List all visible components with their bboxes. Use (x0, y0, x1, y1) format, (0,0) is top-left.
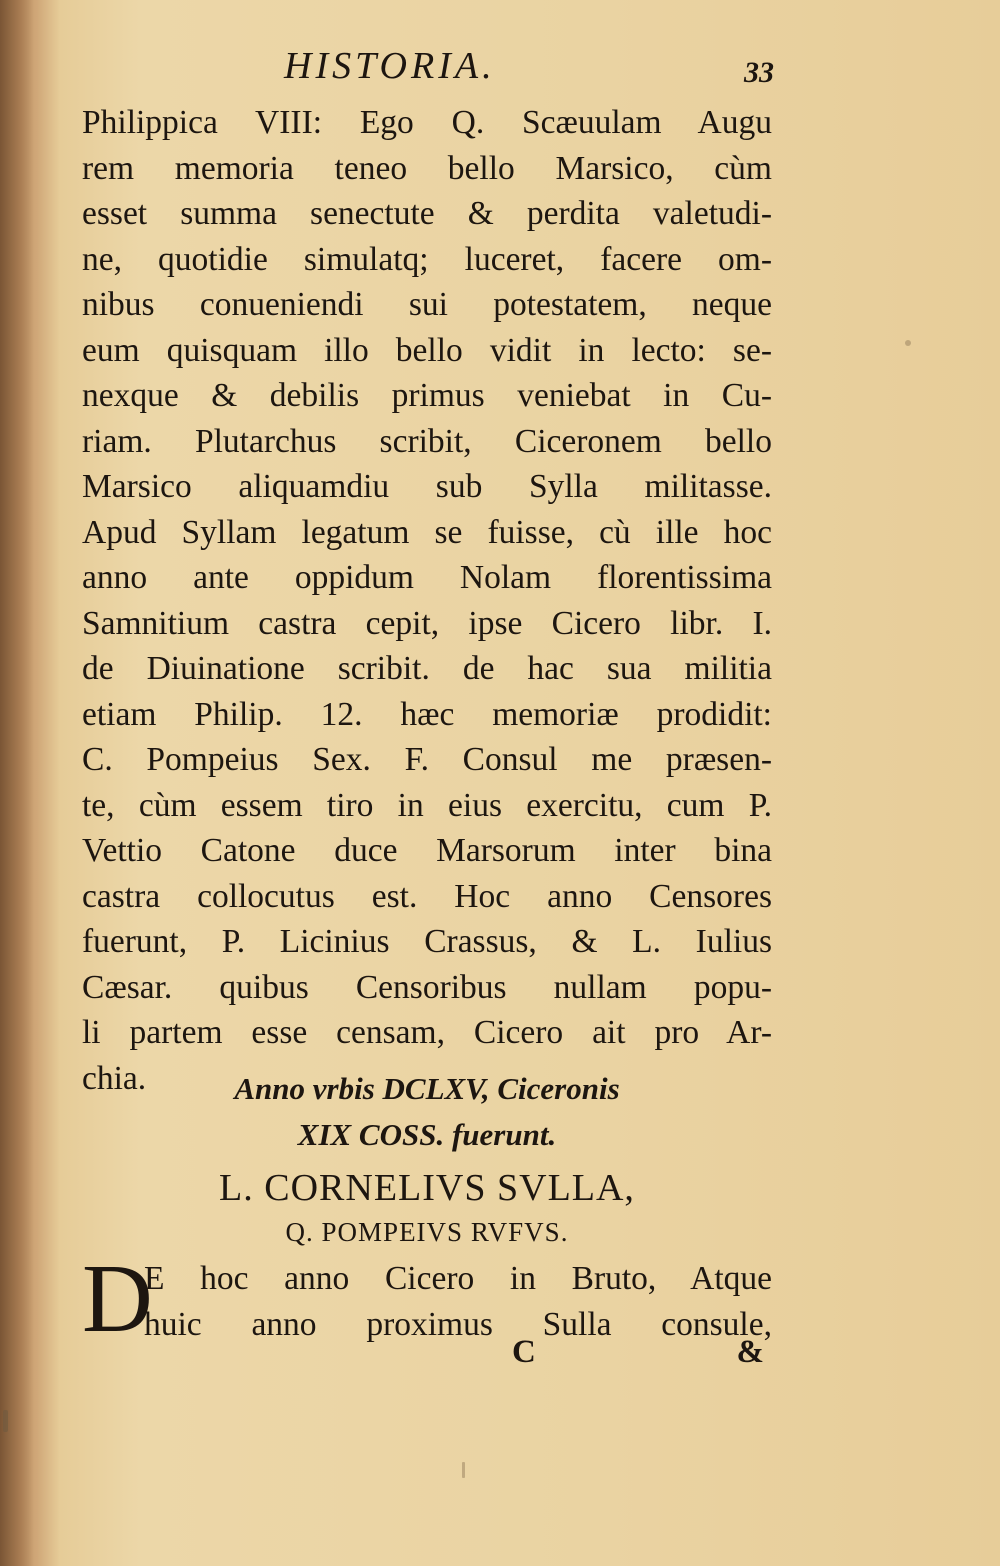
text-line: chia. (82, 1059, 147, 1097)
page-footer (82, 1334, 772, 1380)
body-text (82, 100, 772, 1101)
consul-name-1: L. CORNELIVS SVLLA, (219, 1167, 635, 1209)
text-line: riam. Plutarchus scribit, Ciceronem bello (82, 422, 772, 460)
text-line: esset summa senectute & perdita valetudi- (82, 195, 772, 232)
paragraph-line: E hoc anno Cicero in Bruto, Atque (144, 1260, 772, 1297)
text-line: rem memoria teneo bello Marsico, cùm (82, 149, 772, 187)
year-section (82, 1066, 772, 1352)
paper-speck (3, 1410, 8, 1432)
text-line: Philippica VIII: Ego Q. Scæuulam Augu (82, 104, 772, 141)
paper-speck (462, 1462, 465, 1478)
text-line: de Diuinatione scribit. de hac sua militia (82, 650, 772, 687)
text-line: Vettio Catone duce Marsorum inter bina (82, 832, 772, 869)
drop-cap: D (82, 1245, 153, 1353)
text-line: castra collocutus est. Hoc anno Censores (82, 877, 772, 915)
text-line: li partem esse censam, Cicero ait pro Ar- (82, 1014, 772, 1051)
text-line: C. Pompeius Sex. F. Consul me præsen- (82, 741, 772, 778)
text-line: anno ante oppidum Nolam florentissima (82, 559, 772, 596)
running-title: HISTORIA. (284, 45, 496, 87)
text-line: Cæsar. quibus Censoribus nullam popu- (82, 968, 772, 1006)
page-number: 33 (744, 56, 774, 89)
year-heading-line-1: Anno vrbis DCLXV, Ciceronis (234, 1071, 620, 1106)
text-line: fuerunt, P. Licinius Crassus, & L. Iulius (82, 923, 772, 960)
text-line: ne, quotidie simulatq; luceret, facere om- (82, 240, 772, 278)
catchword: & (736, 1334, 764, 1370)
year-heading-line-2: XIX COSS. fuerunt. (297, 1117, 557, 1152)
consul-name-2: Q. POMPEIVS RVFVS. (285, 1217, 569, 1247)
text-line: te, cùm essem tiro in eius exercitu, cum P. (82, 786, 772, 824)
text-line: etiam Philip. 12. hæc memoriæ prodidit: (82, 695, 772, 733)
text-line: Samnitium castra cepit, ipse Cicero libr. I. (82, 604, 772, 642)
paper-speck (905, 340, 911, 346)
text-line: nexque & debilis primus veniebat in Cu- (82, 377, 772, 414)
text-line: nibus conueniendi sui potestatem, neque (82, 286, 772, 323)
page-header (84, 44, 774, 94)
text-line: Apud Syllam legatum se fuisse, cù ille hoc (82, 513, 772, 551)
text-line: Marsico aliquamdiu sub Sylla militasse. (82, 468, 772, 505)
text-line: eum quisquam illo bello vidit in lecto: se- (82, 331, 772, 369)
signature-mark: C (512, 1334, 536, 1370)
paragraph-line: huic anno proximus Sulla consule, (144, 1306, 772, 1343)
binding-gutter (0, 0, 34, 1566)
